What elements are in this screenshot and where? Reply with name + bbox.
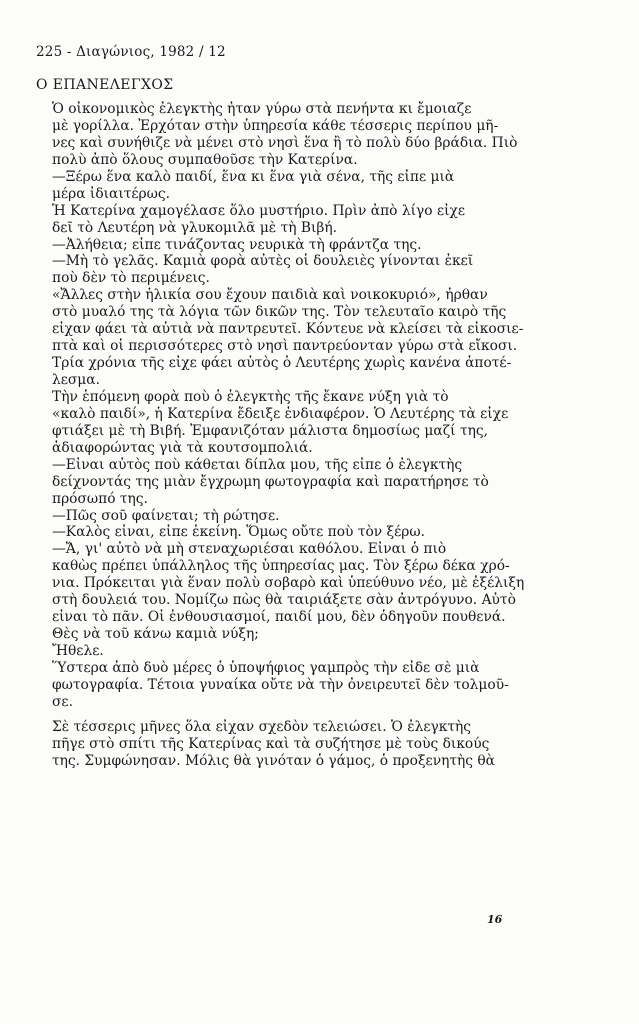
text-line: Ἡ Κατερίνα χαμογέλασε ὅλο μυστήριο. Πρὶν ἀπὸ λίγο εἶχε — [52, 202, 466, 219]
text-line: φτιάξει μὲ τὴ Βιβή. Ἐμφανιζόταν μάλιστα δημοσίως μαζί της, — [52, 422, 488, 439]
text-line: της. Συμφώνησαν. Μόλις θὰ γινόταν ὁ γάμος, ὁ προξενητὴς θὰ — [52, 752, 495, 769]
text-line: λεσμα. — [52, 372, 100, 388]
text-line: ποὺ δὲν τὸ περιμένεις. — [52, 270, 210, 287]
text-line: —Καλὸς εἶναι, εἶπε ἐκείνη. Ὅμως οὔτε ποὺ τὸν ξέρω. — [52, 524, 426, 541]
text-line: πῆγε στὸ σπίτι τῆς Κατερίνας καὶ τὰ συζήτησε μὲ τοὺς δικούς — [52, 735, 490, 752]
story-title: Ο ΕΠΑΝΕΛΕΓΧΟΣ — [36, 77, 174, 93]
text-line: φωτογραφία. Τέτοια γυναίκα οὔτε νὰ τὴν ὀνειρευτεῖ δὲν τολμοῦ- — [52, 676, 509, 693]
text-line: «Ἄλλες στὴν ἡλικία σου ἔχουν παιδιὰ καὶ νοικοκυριό», ἦρθαν — [52, 287, 488, 304]
text-line: μέρα ἰδιαιτέρως. — [52, 185, 171, 202]
page-number: 16 — [487, 913, 503, 926]
text-line: Θὲς νὰ τοῦ κάνω καμιὰ νύξη; — [52, 626, 259, 643]
text-line: Ἤθελε. — [52, 643, 104, 659]
text-line: μὲ γορίλλα. Ἐρχόταν στὴν ὑπηρεσία κάθε τέσσερις περίπου μῆ- — [52, 117, 499, 134]
text-line: πολὺ ἀπὸ ὅλους συμπαθοῦσε τὴν Κατερίνα. — [52, 151, 358, 168]
text-line: στὴ δουλειά του. Νομίζω πὼς θὰ ταιριάξετε σὰν ἀντρόγυνο. Αὐτὸ — [52, 592, 516, 609]
section-gap — [52, 711, 608, 719]
text-line: Τὴν ἑπόμενη φορὰ ποὺ ὁ ἐλεγκτὴς τῆς ἔκανε νύξη γιὰ τὸ — [52, 388, 449, 405]
text-line: —Πῶς σοῦ φαίνεται; τὴ ρώτησε. — [52, 507, 280, 524]
text-line: νες καὶ συνήθιζε νὰ μένει στὸ νησὶ ἕνα ἢ τὸ πολὺ δύο βράδια. Πιὸ — [52, 134, 518, 151]
text-line: —Εἶναι αὐτὸς ποὺ κάθεται δίπλα μου, τῆς εἶπε ὁ ἐλεγκτὴς — [52, 456, 463, 473]
text-line: —Ἀλήθεια; εἶπε τινάζοντας νευρικὰ τὴ φράντζα της. — [52, 236, 422, 253]
text-line: δείχνοντάς της μιὰν ἔγχρωμη φωτογραφία καὶ παρατήρησε τὸ — [52, 473, 489, 490]
story-body — [52, 101, 608, 770]
text-line: ἀδιαφορώντας γιὰ τὰ κουτσομπολιά. — [52, 439, 313, 456]
text-line: σε. — [52, 693, 73, 710]
text-line: δεῖ τὸ Λευτέρη νὰ γλυκομιλᾶ μὲ τὴ Βιβή. — [52, 219, 338, 236]
text-line: εἶναι τὸ πᾶν. Οἱ ἐνθουσιασμοί, παιδί μου, δὲν ὁδηγοῦν πουθενά. — [52, 609, 506, 626]
text-line: καθὼς πρέπει ὑπάλληλος τῆς ὑπηρεσίας μας. Τὸν ξέρω δέκα χρό- — [52, 558, 510, 575]
text-line: Σὲ τέσσερις μῆνες ὅλα εἶχαν σχεδὸν τελειώσει. Ὁ ἐλεγκτὴς — [52, 718, 472, 735]
text-line: —Ξέρω ἕνα καλὸ παιδί, ἕνα κι ἕνα γιὰ σένα, τῆς εἶπε μιὰ — [52, 168, 455, 185]
text-line: πρόσωπό της. — [52, 490, 148, 507]
issue-header: 225 - Διαγώνιος, 1982 / 12 — [36, 44, 226, 60]
text-line: Ὕστερα ἀπὸ δυὸ μέρες ὁ ὑποψήφιος γαμπρὸς τὴν εἶδε σὲ μιὰ — [52, 659, 480, 676]
text-line: —Μὴ τὸ γελᾶς. Καμιὰ φορὰ αὐτὲς οἱ δουλειὲς γίνονται ἐκεῖ — [52, 253, 474, 270]
text-line: «καλὸ παιδί», ἡ Κατερίνα ἔδειξε ἐνδιαφέρον. Ὁ Λευτέρης τὰ εἶχε — [52, 405, 509, 422]
text-line: στὸ μυαλό της τὰ λόγια τῶν δικῶν της. Τὸν τελευταῖο καιρὸ τῆς — [52, 304, 507, 321]
text-line: πτὰ καὶ οἱ περισσότερες στὸ νησὶ παντρεύονταν γύρω στὰ εἴκοσι. — [52, 338, 518, 355]
text-line: νια. Πρόκειται γιὰ ἕναν πολὺ σοβαρὸ καὶ ὑπεύθυνο νέο, μὲ ἐξέλιξη — [52, 575, 525, 592]
text-line: εἶχαν φάει τὰ αὐτιὰ νὰ παντρευτεῖ. Κόντευε νὰ κλείσει τὰ εἰκοσιε- — [52, 321, 524, 338]
text-line: Τρία χρόνια τῆς εἶχε φάει αὐτὸς ὁ Λευτέρης χωρὶς κανένα ἀποτέ- — [52, 355, 512, 372]
text-line: —Ἄ, γι' αὐτὸ νὰ μὴ στεναχωριέσαι καθόλου. Εἶναι ὁ πιὸ — [52, 541, 447, 558]
text-line: Ὁ οἰκονομικὸς ἐλεγκτὴς ἦταν γύρω στὰ πενήντα κι ἔμοιαζε — [52, 101, 472, 117]
